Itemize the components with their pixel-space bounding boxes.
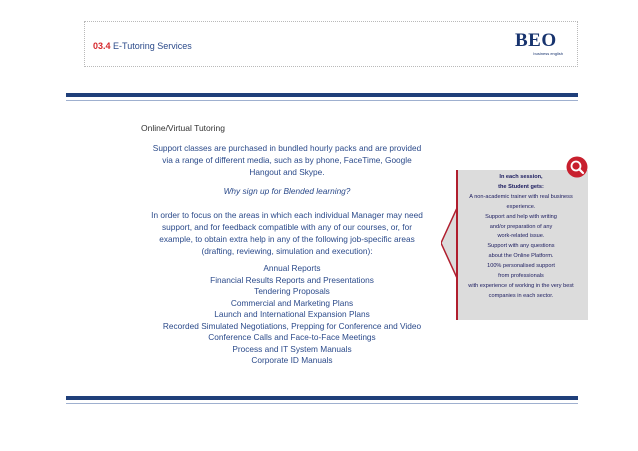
intro-line: Hangout and Skype. [249,167,325,177]
benefit-line: about the Online Platform. [488,253,554,260]
job-areas-list [133,263,451,367]
benefit-line: 100% personalised support [487,263,555,270]
list-item: Annual Reports [263,263,321,273]
page-title [93,41,192,51]
intro-line: Support classes are purchased in bundled hourly packs and are provided [152,143,422,153]
focus-line: example, to obtain extra help in any of the following job-specific areas [159,234,415,244]
bottom-rule-thin [66,403,578,404]
logo-wordmark: BEO [515,30,557,51]
logo-tagline: business english [533,51,563,56]
list-item: Corporate ID Manuals [251,355,333,365]
intro-line: via a range of different media, such as by phone, FaceTime, Google [162,155,412,165]
benefit-line: Support and help with writing [485,213,557,220]
benefit-line: work-related issue. [497,233,545,240]
benefit-line: with experience of working in the very best [468,282,574,289]
focus-line: In order to focus on the areas in which each individual Manager may need [151,210,423,220]
list-item: Commercial and Marketing Plans [230,297,354,308]
benefits-heading: In each session, [499,174,543,180]
intro-paragraph [133,142,441,178]
benefit-line: from professionals [498,273,544,280]
benefit-line: companies in each sector. [488,292,554,299]
benefit-line: A non-academic trainer with real business [469,193,573,200]
benefits-text [456,173,586,302]
list-item: Recorded Simulated Negotiations, Prepping for Conference and Video [162,320,422,331]
benefits-heading: the Student gets: [498,183,544,190]
pointer-arrow-icon [441,208,457,278]
list-item: Conference Calls and Face-to-Face Meetings [208,332,376,342]
list-item: Financial Results Reports and Presentations [210,274,374,285]
section-name: E-Tutoring Services [113,41,192,51]
question-text: Why sign up for Blended learning? [223,186,351,196]
magnifier-icon [566,156,588,178]
benefit-line: experience. [506,203,536,210]
bottom-rule [66,396,578,400]
list-item: Launch and International Expansion Plans [214,309,370,319]
focus-paragraph [133,209,441,257]
focus-line: (drafting, reviewing, simulation and execution): [201,246,373,256]
top-rule-thin [66,100,578,101]
focus-line: support, and for feedback compatible with any of our courses, or, for [162,222,412,232]
top-rule [66,93,578,97]
section-number: 03.4 [93,41,111,51]
list-item: Tendering Proposals [254,286,330,296]
benefit-line: Support with any questions [487,243,555,250]
beo-logo [515,32,563,58]
section-heading: Online/Virtual Tutoring [141,123,225,133]
list-item: Process and IT System Manuals [232,343,352,354]
benefit-line: and/or preparation of any [489,223,553,230]
